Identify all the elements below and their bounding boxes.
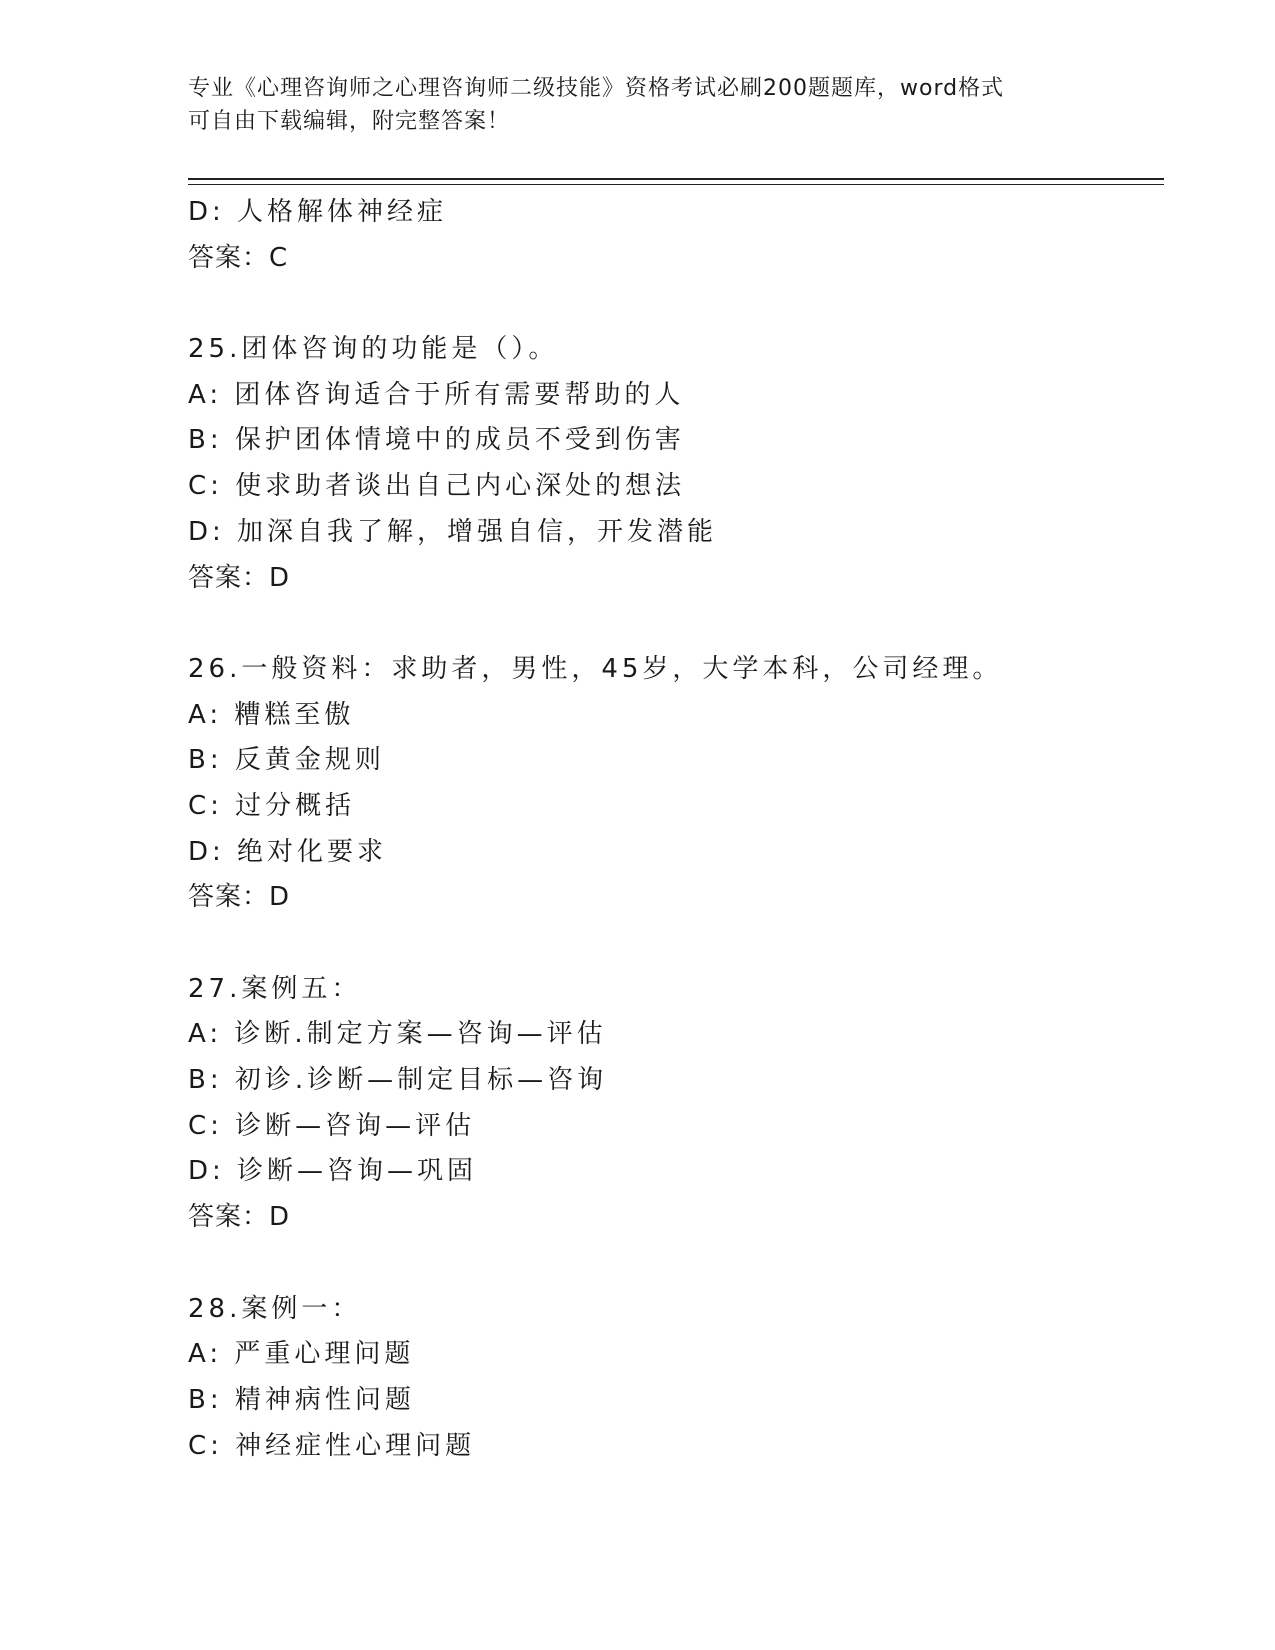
header-divider-thin	[188, 184, 1164, 185]
spacer	[188, 1241, 1148, 1287]
header-line-2: 可自由下载编辑，附完整答案！	[188, 109, 511, 134]
question-stem: 28.案例一：	[188, 1293, 362, 1324]
option-b: B: 初诊.诊断—制定目标—咨询	[188, 1065, 608, 1096]
answer-line: 答案：C	[188, 242, 289, 273]
spacer	[188, 601, 1148, 647]
answer-line: 答案：D	[188, 562, 291, 593]
option-c: C: 过分概括	[188, 790, 356, 821]
question-list	[188, 190, 1148, 1469]
option-a: A: 团体咨询适合于所有需要帮助的人	[188, 379, 685, 410]
header-divider-thick	[188, 178, 1164, 180]
option-d: D: 加深自我了解，增强自信，开发潜能	[188, 516, 718, 547]
question-stem: 27.案例五：	[188, 973, 362, 1004]
option-a: A: 诊断.制定方案—咨询—评估	[188, 1019, 607, 1050]
question-block-25	[188, 327, 1148, 601]
spacer	[188, 281, 1148, 327]
answer-line: 答案：D	[188, 1202, 291, 1233]
option-c: C: 神经症性心理问题	[188, 1430, 476, 1461]
question-block-prev	[188, 190, 1148, 281]
option-c: C: 使求助者谈出自己内心深处的想法	[188, 471, 686, 502]
document-header	[188, 72, 1088, 138]
question-block-27	[188, 967, 1148, 1241]
option-b: B: 保护团体情境中的成员不受到伤害	[188, 425, 685, 456]
option-b: B: 精神病性问题	[188, 1384, 415, 1415]
question-block-28	[188, 1287, 1148, 1470]
option-c: C: 诊断—咨询—评估	[188, 1110, 476, 1141]
answer-line: 答案：D	[188, 882, 291, 913]
option-a: A: 糟糕至傲	[188, 699, 355, 730]
spacer	[188, 921, 1148, 967]
option-b: B: 反黄金规则	[188, 745, 385, 776]
option-d: D: 诊断—咨询—巩固	[188, 1156, 478, 1187]
option-a: A: 严重心理问题	[188, 1339, 415, 1370]
option-d: D: 绝对化要求	[188, 836, 388, 867]
question-stem: 26.一般资料：求助者，男性，45岁，大学本科，公司经理。	[188, 653, 1003, 684]
question-stem: 25.团体咨询的功能是（）。	[188, 334, 559, 365]
question-block-26	[188, 647, 1148, 921]
header-line-1: 专业《心理咨询师之心理咨询师二级技能》资格考试必刷200题题库，word格式	[188, 76, 1005, 101]
option-d: D: 人格解体神经症	[188, 197, 448, 227]
